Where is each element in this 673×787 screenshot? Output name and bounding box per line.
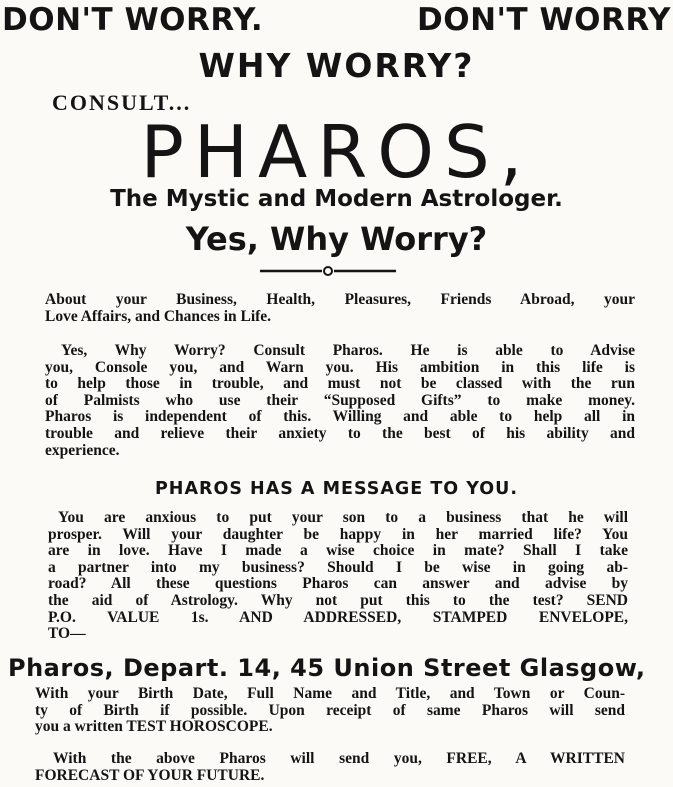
text-line: to help those in trouble, and must not be classed with the run	[45, 375, 635, 393]
text-line: About your Business, Health, Pleasures, Friends Abroad, your	[45, 291, 635, 308]
tagline: Yes, Why Worry?	[185, 220, 488, 258]
postal-address: Pharos, Depart. 14, 45 Union Street Glasgow,	[8, 654, 646, 682]
text-line: Pharos is independent of this. Willing and able to help all in	[45, 408, 635, 426]
text-line: prosper. Will your daughter be happy in her married life? You	[48, 525, 628, 543]
subtitle: The Mystic and Modern Astrologer.	[110, 186, 563, 212]
paragraph-free-offer	[35, 751, 625, 784]
paragraph-intro	[45, 292, 635, 325]
pharos-title: PHAROS,	[140, 110, 533, 194]
headline-right: DON'T WORRY	[417, 2, 671, 38]
text-line: are in love. Have I made a wise choice in mate? Shall I take	[48, 542, 628, 560]
text-line: You are anxious to put your son to a business that he will	[58, 509, 628, 526]
ornament-divider-icon	[258, 264, 398, 278]
text-line: road? All these questions Pharos can answer and advise by	[48, 575, 628, 593]
why-worry-heading: WHY WORRY?	[198, 46, 475, 85]
text-line: trouble and relieve their anxiety to the best of his ability and	[45, 424, 635, 442]
message-heading: PHAROS HAS A MESSAGE TO YOU.	[154, 479, 519, 499]
paragraph-consult	[45, 343, 635, 459]
consult-label: CONSULT...	[52, 90, 192, 115]
text-line: FORECAST OF YOUR FUTURE.	[35, 766, 265, 784]
text-line: Love Affairs, and Chances in Life.	[45, 307, 272, 325]
text-line: Yes, Why Worry? Consult Pharos. He is able to Advise	[61, 342, 635, 359]
text-line: a partner into my business? Should I be wise in going ab-	[48, 558, 628, 576]
text-line: ty of Birth if possible. Upon receipt of same Pharos will send	[35, 701, 625, 719]
text-line: P.O. VALUE 1s. AND ADDRESSED, STAMPED ENVELOPE,	[48, 608, 628, 626]
text-line: TO—	[48, 625, 86, 643]
text-line: you, Console you, and Warn you. His ambition in this life is	[45, 358, 635, 376]
text-line: the aid of Astrology. Why not put this to the test? SEND	[48, 591, 628, 609]
headline-left: DON'T WORRY.	[2, 2, 264, 38]
text-line: you a written TEST HOROSCOPE.	[35, 718, 273, 736]
paragraph-instructions	[35, 686, 625, 736]
text-line: With the above Pharos will send you, FREE, A WRITTEN	[53, 750, 625, 767]
paragraph-message	[48, 510, 628, 643]
text-line: experience.	[45, 441, 120, 459]
text-line: of Palmists who use their “Supposed Gifts” to make money.	[45, 391, 635, 409]
text-line: With your Birth Date, Full Name and Title, and Town or Coun-	[35, 685, 625, 702]
